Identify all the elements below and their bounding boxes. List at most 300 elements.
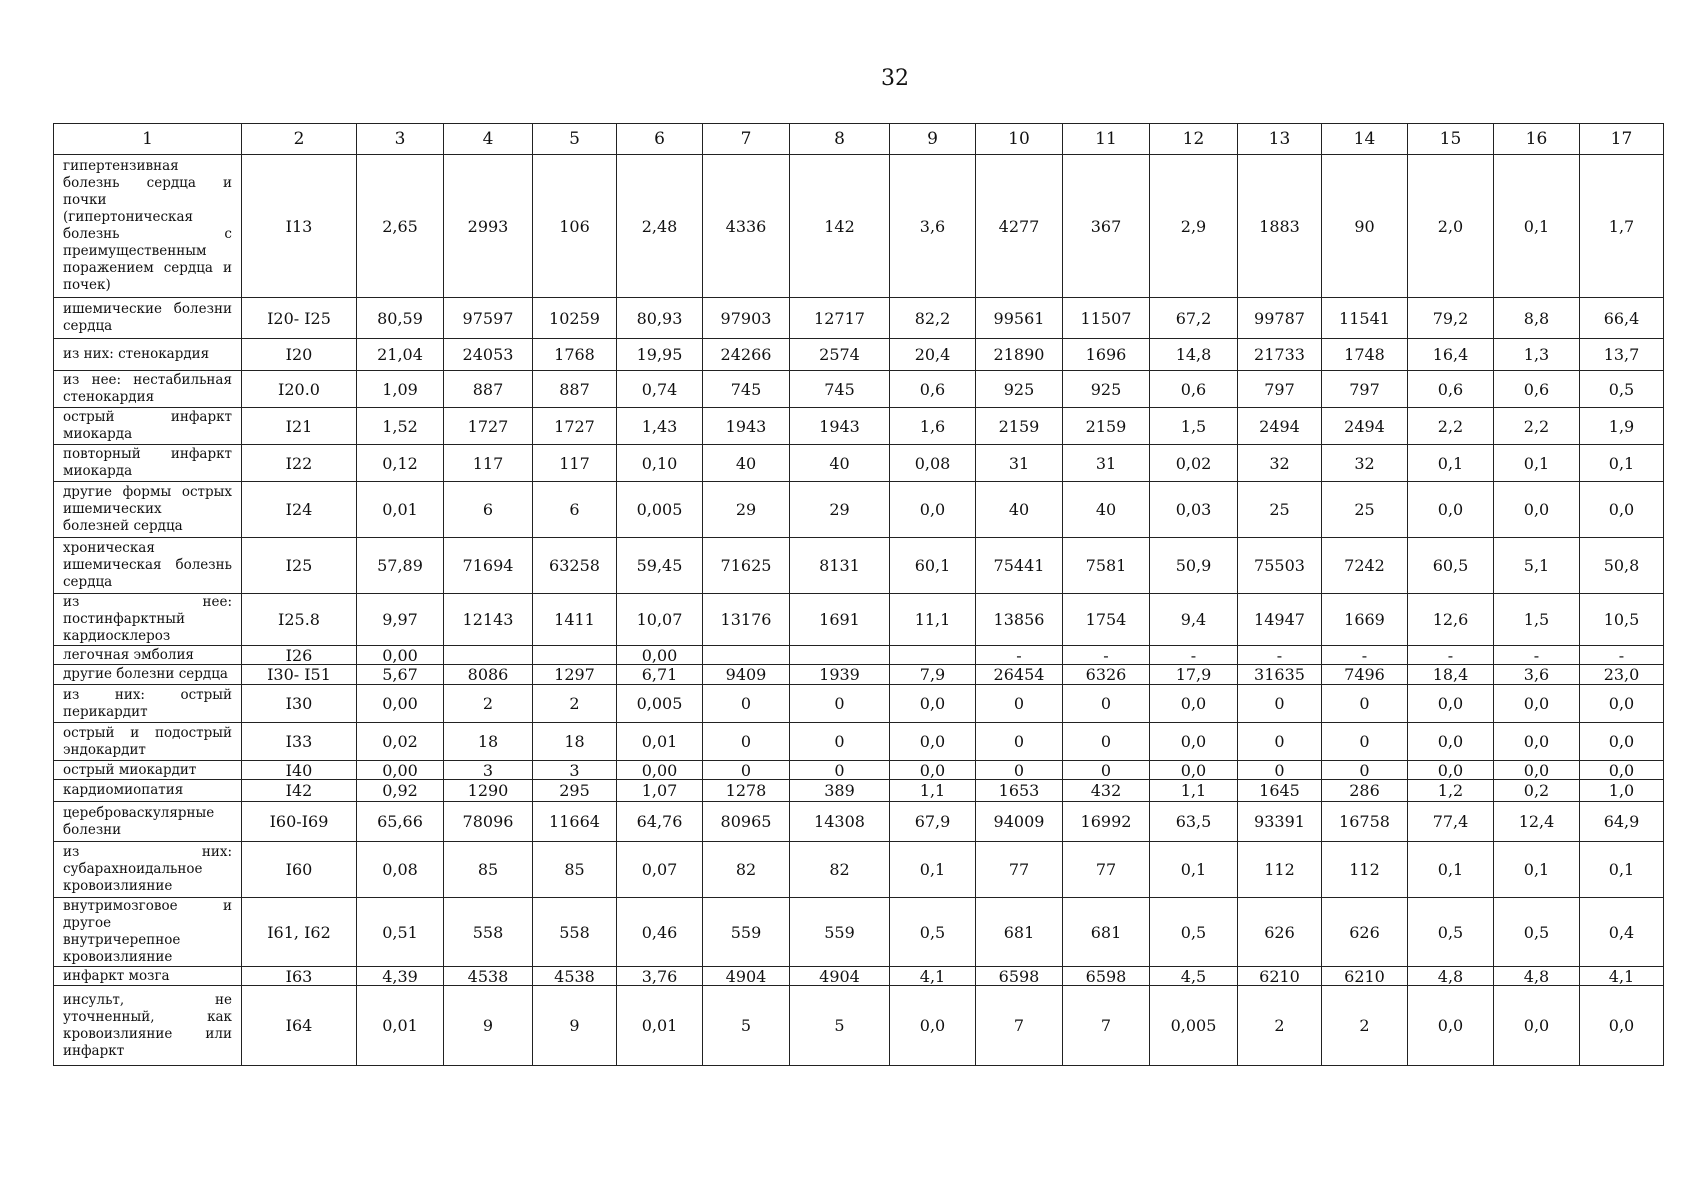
table-row: [54, 445, 1664, 482]
value-cell: 12,4: [1494, 802, 1580, 842]
value-cell: 1727: [444, 408, 533, 445]
table-row: [54, 408, 1664, 445]
value-cell: 97903: [703, 298, 790, 339]
value-cell: 745: [790, 371, 890, 408]
value-cell: 0: [703, 723, 790, 761]
value-cell: 0,07: [617, 842, 703, 898]
value-cell: 2,2: [1494, 408, 1580, 445]
value-cell: 2: [1322, 986, 1408, 1066]
table-row: [54, 646, 1664, 665]
value-cell: 2159: [976, 408, 1063, 445]
value-cell: 0,01: [357, 482, 444, 538]
value-cell: 0,08: [357, 842, 444, 898]
value-cell: 1754: [1063, 594, 1150, 646]
disease-name-cell: гипертензивная болезнь сердца и почки (гипертоническая болезнь с преимущественным поражением сердца и почек): [54, 155, 242, 298]
value-cell: 21,04: [357, 339, 444, 371]
icd-code-cell: I61, I62: [242, 898, 357, 967]
value-cell: 681: [1063, 898, 1150, 967]
value-cell: 63258: [533, 538, 617, 594]
value-cell: 797: [1322, 371, 1408, 408]
value-cell: 29: [790, 482, 890, 538]
column-header: 15: [1408, 124, 1494, 155]
disease-name-cell: ишемические болезни сердца: [54, 298, 242, 339]
value-cell: 12,6: [1408, 594, 1494, 646]
table-row: [54, 986, 1664, 1066]
disease-name-cell: из них: субарахноидальное кровоизлияние: [54, 842, 242, 898]
value-cell: 1883: [1238, 155, 1322, 298]
value-cell: 9,97: [357, 594, 444, 646]
value-cell: 1653: [976, 780, 1063, 802]
value-cell: 11541: [1322, 298, 1408, 339]
value-cell: 32: [1322, 445, 1408, 482]
value-cell: -: [1150, 646, 1238, 665]
value-cell: 0: [1238, 685, 1322, 723]
value-cell: 0,5: [890, 898, 976, 967]
value-cell: 0,1: [1408, 842, 1494, 898]
value-cell: 17,9: [1150, 665, 1238, 685]
disease-name-cell: острый миокардит: [54, 761, 242, 780]
value-cell: 21733: [1238, 339, 1322, 371]
value-cell: 40: [976, 482, 1063, 538]
value-cell: 0,1: [1494, 155, 1580, 298]
value-cell: 1,1: [1150, 780, 1238, 802]
value-cell: 6: [533, 482, 617, 538]
disease-name-cell: хроническая ишемическая болезнь сердца: [54, 538, 242, 594]
value-cell: 0,0: [1150, 685, 1238, 723]
value-cell: 80965: [703, 802, 790, 842]
value-cell: [703, 646, 790, 665]
value-cell: 13,7: [1580, 339, 1664, 371]
value-cell: 0,0: [1580, 482, 1664, 538]
value-cell: 1768: [533, 339, 617, 371]
value-cell: 2,2: [1408, 408, 1494, 445]
value-cell: 0,0: [1494, 986, 1580, 1066]
disease-name-cell: инсульт, не уточненный, как кровоизлияние или инфаркт: [54, 986, 242, 1066]
icd-code-cell: I30- I51: [242, 665, 357, 685]
value-cell: 0,1: [1150, 842, 1238, 898]
value-cell: 1691: [790, 594, 890, 646]
value-cell: 9409: [703, 665, 790, 685]
icd-code-cell: I20.0: [242, 371, 357, 408]
value-cell: 0,1: [1494, 842, 1580, 898]
value-cell: 5,1: [1494, 538, 1580, 594]
value-cell: 0: [1063, 685, 1150, 723]
icd-code-cell: I60-I69: [242, 802, 357, 842]
table-row: [54, 482, 1664, 538]
value-cell: 0,01: [617, 986, 703, 1066]
table-row: [54, 685, 1664, 723]
value-cell: 85: [444, 842, 533, 898]
value-cell: 0,0: [1494, 685, 1580, 723]
icd-code-cell: I63: [242, 967, 357, 986]
value-cell: 67,2: [1150, 298, 1238, 339]
value-cell: 1,3: [1494, 339, 1580, 371]
value-cell: 0,0: [1580, 685, 1664, 723]
value-cell: 20,4: [890, 339, 976, 371]
icd-code-cell: I33: [242, 723, 357, 761]
value-cell: 40: [1063, 482, 1150, 538]
value-cell: 0,4: [1580, 898, 1664, 967]
value-cell: 0,0: [1150, 723, 1238, 761]
icd-code-cell: I25.8: [242, 594, 357, 646]
icd-code-cell: I24: [242, 482, 357, 538]
value-cell: 93391: [1238, 802, 1322, 842]
value-cell: 11507: [1063, 298, 1150, 339]
value-cell: 18: [533, 723, 617, 761]
value-cell: 2: [1238, 986, 1322, 1066]
value-cell: 10,07: [617, 594, 703, 646]
value-cell: 5: [703, 986, 790, 1066]
value-cell: 626: [1238, 898, 1322, 967]
value-cell: 23,0: [1580, 665, 1664, 685]
value-cell: 78096: [444, 802, 533, 842]
value-cell: 6326: [1063, 665, 1150, 685]
value-cell: 50,9: [1150, 538, 1238, 594]
value-cell: 1696: [1063, 339, 1150, 371]
value-cell: 14308: [790, 802, 890, 842]
value-cell: 0,01: [617, 723, 703, 761]
value-cell: 63,5: [1150, 802, 1238, 842]
value-cell: 7496: [1322, 665, 1408, 685]
column-header: 11: [1063, 124, 1150, 155]
value-cell: 0,0: [890, 482, 976, 538]
table-row: [54, 298, 1664, 339]
value-cell: 887: [444, 371, 533, 408]
value-cell: 99561: [976, 298, 1063, 339]
value-cell: 85: [533, 842, 617, 898]
column-header: 5: [533, 124, 617, 155]
value-cell: [444, 646, 533, 665]
column-header: 9: [890, 124, 976, 155]
value-cell: 75441: [976, 538, 1063, 594]
value-cell: 0,0: [1494, 482, 1580, 538]
value-cell: 67,9: [890, 802, 976, 842]
value-cell: 77: [1063, 842, 1150, 898]
value-cell: 21890: [976, 339, 1063, 371]
value-cell: 7,9: [890, 665, 976, 685]
value-cell: 1939: [790, 665, 890, 685]
value-cell: 0,0: [1494, 723, 1580, 761]
value-cell: 4904: [790, 967, 890, 986]
value-cell: 4,8: [1494, 967, 1580, 986]
statistics-table: [53, 123, 1664, 1066]
value-cell: -: [1238, 646, 1322, 665]
disease-name-cell: острый инфаркт миокарда: [54, 408, 242, 445]
column-header: 6: [617, 124, 703, 155]
value-cell: 31635: [1238, 665, 1322, 685]
disease-name-cell: другие болезни сердца: [54, 665, 242, 685]
value-cell: 0,51: [357, 898, 444, 967]
value-cell: 558: [444, 898, 533, 967]
value-cell: 0,0: [1580, 761, 1664, 780]
value-cell: 4,8: [1408, 967, 1494, 986]
value-cell: 2,9: [1150, 155, 1238, 298]
value-cell: -: [1408, 646, 1494, 665]
value-cell: 0,6: [1494, 371, 1580, 408]
value-cell: 11,1: [890, 594, 976, 646]
value-cell: 0,46: [617, 898, 703, 967]
table-row: [54, 802, 1664, 842]
disease-name-cell: инфаркт мозга: [54, 967, 242, 986]
value-cell: 1943: [790, 408, 890, 445]
value-cell: 0,00: [617, 646, 703, 665]
icd-code-cell: I40: [242, 761, 357, 780]
value-cell: 681: [976, 898, 1063, 967]
value-cell: 0,92: [357, 780, 444, 802]
column-header: 3: [357, 124, 444, 155]
value-cell: 90: [1322, 155, 1408, 298]
value-cell: 3: [444, 761, 533, 780]
value-cell: 0,00: [357, 685, 444, 723]
table-row: [54, 780, 1664, 802]
value-cell: 1,09: [357, 371, 444, 408]
value-cell: 112: [1322, 842, 1408, 898]
value-cell: 626: [1322, 898, 1408, 967]
value-cell: 2574: [790, 339, 890, 371]
value-cell: 29: [703, 482, 790, 538]
value-cell: -: [976, 646, 1063, 665]
value-cell: 16758: [1322, 802, 1408, 842]
value-cell: 32: [1238, 445, 1322, 482]
value-cell: 79,2: [1408, 298, 1494, 339]
value-cell: 0,005: [1150, 986, 1238, 1066]
column-header: 8: [790, 124, 890, 155]
value-cell: 0: [790, 723, 890, 761]
value-cell: 6598: [1063, 967, 1150, 986]
value-cell: 112: [1238, 842, 1322, 898]
value-cell: 9,4: [1150, 594, 1238, 646]
value-cell: 10259: [533, 298, 617, 339]
icd-code-cell: I26: [242, 646, 357, 665]
value-cell: 71694: [444, 538, 533, 594]
value-cell: 0,0: [1408, 986, 1494, 1066]
value-cell: 2159: [1063, 408, 1150, 445]
icd-code-cell: I64: [242, 986, 357, 1066]
value-cell: 0: [1063, 761, 1150, 780]
value-cell: 14,8: [1150, 339, 1238, 371]
icd-code-cell: I20: [242, 339, 357, 371]
icd-code-cell: I13: [242, 155, 357, 298]
value-cell: 0,1: [1580, 842, 1664, 898]
value-cell: 5: [790, 986, 890, 1066]
value-cell: 2993: [444, 155, 533, 298]
value-cell: 8131: [790, 538, 890, 594]
value-cell: 0,1: [1494, 445, 1580, 482]
disease-name-cell: из них: острый перикардит: [54, 685, 242, 723]
value-cell: 1727: [533, 408, 617, 445]
value-cell: 0,0: [890, 685, 976, 723]
value-cell: 1,0: [1580, 780, 1664, 802]
value-cell: 75503: [1238, 538, 1322, 594]
value-cell: 1,2: [1408, 780, 1494, 802]
value-cell: 0,5: [1150, 898, 1238, 967]
value-cell: 0: [1238, 761, 1322, 780]
value-cell: 19,95: [617, 339, 703, 371]
value-cell: 0,01: [357, 986, 444, 1066]
value-cell: 367: [1063, 155, 1150, 298]
table-row: [54, 723, 1664, 761]
value-cell: 0,1: [1408, 445, 1494, 482]
value-cell: 24266: [703, 339, 790, 371]
value-cell: 4,1: [890, 967, 976, 986]
value-cell: 925: [976, 371, 1063, 408]
value-cell: 25: [1238, 482, 1322, 538]
disease-name-cell: острый и подострый эндокардит: [54, 723, 242, 761]
value-cell: 117: [533, 445, 617, 482]
value-cell: 0,0: [1408, 685, 1494, 723]
value-cell: -: [1322, 646, 1408, 665]
value-cell: 0,00: [357, 646, 444, 665]
value-cell: 389: [790, 780, 890, 802]
value-cell: 286: [1322, 780, 1408, 802]
value-cell: 0: [976, 685, 1063, 723]
value-cell: 1,1: [890, 780, 976, 802]
value-cell: 887: [533, 371, 617, 408]
value-cell: 559: [790, 898, 890, 967]
value-cell: 8086: [444, 665, 533, 685]
value-cell: 6210: [1238, 967, 1322, 986]
icd-code-cell: I20- I25: [242, 298, 357, 339]
value-cell: 13856: [976, 594, 1063, 646]
value-cell: 82: [790, 842, 890, 898]
value-cell: 26454: [976, 665, 1063, 685]
value-cell: 0: [1063, 723, 1150, 761]
value-cell: 60,5: [1408, 538, 1494, 594]
value-cell: 0,02: [357, 723, 444, 761]
value-cell: 3,76: [617, 967, 703, 986]
value-cell: 1,6: [890, 408, 976, 445]
table-row: [54, 761, 1664, 780]
icd-code-cell: I30: [242, 685, 357, 723]
value-cell: 25: [1322, 482, 1408, 538]
value-cell: 0,0: [890, 761, 976, 780]
value-cell: 4336: [703, 155, 790, 298]
value-cell: 1,9: [1580, 408, 1664, 445]
value-cell: 66,4: [1580, 298, 1664, 339]
value-cell: 0: [703, 761, 790, 780]
value-cell: 5,67: [357, 665, 444, 685]
table-row: [54, 594, 1664, 646]
value-cell: 0,0: [890, 986, 976, 1066]
value-cell: 59,45: [617, 538, 703, 594]
disease-name-cell: из них: стенокардия: [54, 339, 242, 371]
value-cell: 4,39: [357, 967, 444, 986]
icd-code-cell: I42: [242, 780, 357, 802]
value-cell: 12717: [790, 298, 890, 339]
value-cell: 0,0: [890, 723, 976, 761]
icd-code-cell: I21: [242, 408, 357, 445]
value-cell: 82,2: [890, 298, 976, 339]
value-cell: 7: [1063, 986, 1150, 1066]
value-cell: 16992: [1063, 802, 1150, 842]
value-cell: 3,6: [1494, 665, 1580, 685]
value-cell: 4538: [444, 967, 533, 986]
value-cell: 2494: [1322, 408, 1408, 445]
value-cell: 925: [1063, 371, 1150, 408]
column-header: 7: [703, 124, 790, 155]
value-cell: 77: [976, 842, 1063, 898]
table-row: [54, 371, 1664, 408]
value-cell: 7: [976, 986, 1063, 1066]
value-cell: 0,5: [1580, 371, 1664, 408]
value-cell: 13176: [703, 594, 790, 646]
value-cell: 0: [1322, 723, 1408, 761]
value-cell: 8,8: [1494, 298, 1580, 339]
disease-name-cell: цереброваскулярные болезни: [54, 802, 242, 842]
value-cell: 65,66: [357, 802, 444, 842]
value-cell: 0,2: [1494, 780, 1580, 802]
value-cell: 0,0: [1494, 761, 1580, 780]
value-cell: 1748: [1322, 339, 1408, 371]
value-cell: 1,43: [617, 408, 703, 445]
value-cell: 0,005: [617, 685, 703, 723]
value-cell: 14947: [1238, 594, 1322, 646]
value-cell: 0,5: [1408, 898, 1494, 967]
icd-code-cell: I25: [242, 538, 357, 594]
value-cell: 3: [533, 761, 617, 780]
value-cell: 0,10: [617, 445, 703, 482]
value-cell: 0,00: [617, 761, 703, 780]
table-header-row: [54, 124, 1664, 155]
value-cell: 6598: [976, 967, 1063, 986]
column-header: 1: [54, 124, 242, 155]
icd-code-cell: I60: [242, 842, 357, 898]
table-row: [54, 842, 1664, 898]
value-cell: 2: [444, 685, 533, 723]
column-header: 17: [1580, 124, 1664, 155]
disease-name-cell: другие формы острых ишемических болезней сердца: [54, 482, 242, 538]
value-cell: 1,07: [617, 780, 703, 802]
table-row: [54, 155, 1664, 298]
value-cell: 0: [790, 761, 890, 780]
table-row: [54, 339, 1664, 371]
value-cell: 2494: [1238, 408, 1322, 445]
value-cell: 31: [976, 445, 1063, 482]
value-cell: 0,005: [617, 482, 703, 538]
page-number: 32: [881, 66, 909, 91]
value-cell: 6210: [1322, 967, 1408, 986]
value-cell: 7242: [1322, 538, 1408, 594]
value-cell: 1,5: [1494, 594, 1580, 646]
value-cell: 1290: [444, 780, 533, 802]
value-cell: 0,08: [890, 445, 976, 482]
value-cell: [533, 646, 617, 665]
value-cell: 16,4: [1408, 339, 1494, 371]
column-header: 10: [976, 124, 1063, 155]
value-cell: 0: [976, 723, 1063, 761]
value-cell: 558: [533, 898, 617, 967]
value-cell: 9: [444, 986, 533, 1066]
value-cell: 0: [1238, 723, 1322, 761]
column-header: 14: [1322, 124, 1408, 155]
value-cell: 4,5: [1150, 967, 1238, 986]
value-cell: 1669: [1322, 594, 1408, 646]
value-cell: 64,9: [1580, 802, 1664, 842]
value-cell: 6,71: [617, 665, 703, 685]
value-cell: 12143: [444, 594, 533, 646]
value-cell: 80,59: [357, 298, 444, 339]
value-cell: 1,52: [357, 408, 444, 445]
value-cell: 2: [533, 685, 617, 723]
disease-name-cell: повторный инфаркт миокарда: [54, 445, 242, 482]
value-cell: 0,74: [617, 371, 703, 408]
column-header: 13: [1238, 124, 1322, 155]
column-header: 12: [1150, 124, 1238, 155]
value-cell: 80,93: [617, 298, 703, 339]
value-cell: 24053: [444, 339, 533, 371]
value-cell: 4277: [976, 155, 1063, 298]
value-cell: 0,0: [1408, 723, 1494, 761]
